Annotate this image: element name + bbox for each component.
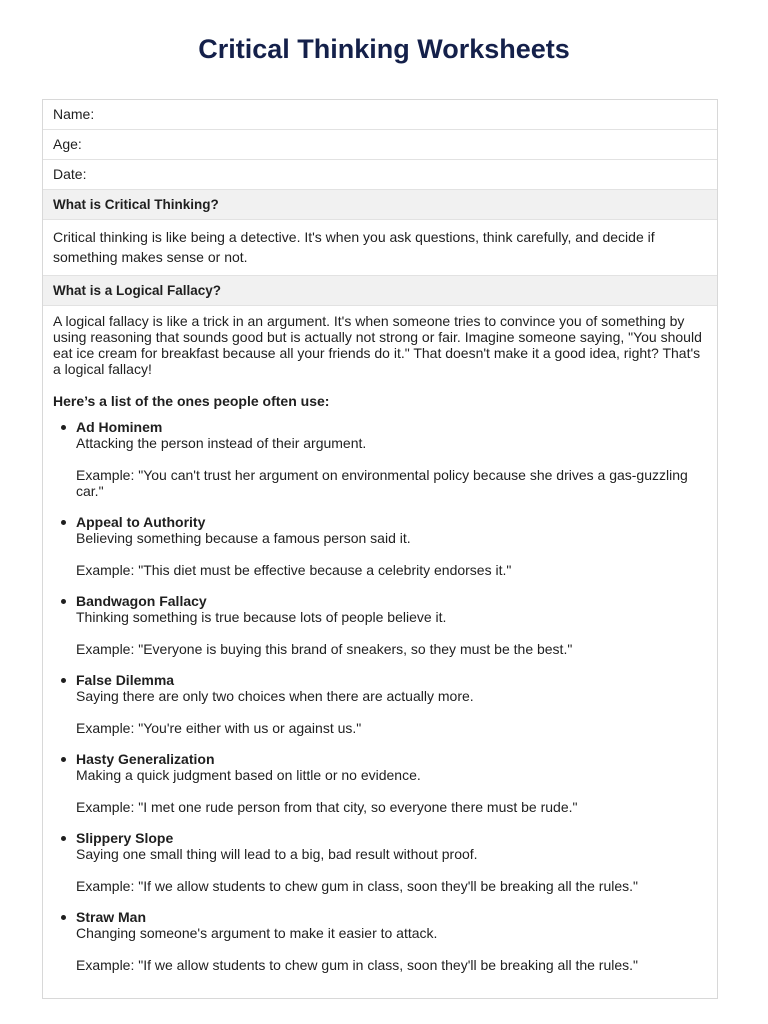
fallacy-example: Example: "If we allow students to chew gum in class, soon they'll be breaking all the rules.": [76, 957, 639, 973]
list-item: [76, 419, 707, 499]
fallacy-example: Example: "Everyone is buying this brand of sneakers, so they must be the best.": [76, 641, 573, 657]
list-item: [76, 514, 707, 578]
fallacy-name: Straw Man: [76, 909, 147, 925]
page-title: Critical Thinking Worksheets: [198, 34, 570, 64]
list-item: [76, 672, 707, 736]
critical-thinking-text: Critical thinking is like being a detective. It's when you ask questions, think carefully, and decide if something makes sense or not.: [43, 220, 717, 276]
fallacy-description: Changing someone's argument to make it easier to attack.: [76, 925, 438, 941]
fallacy-description: Making a quick judgment based on little or no evidence.: [76, 767, 421, 783]
list-item: [76, 909, 707, 973]
fallacy-description: Attacking the person instead of their argument.: [76, 435, 367, 451]
logical-fallacy-text: A logical fallacy is like a trick in an argument. It's when someone tries to convince you of something by using reasoning that sounds good but is actually not strong or fair. Imagine someone saying, "You should eat ice cream for breakfast because all your friends do it." That doesn't make it a good idea, right? That's a logical fallacy!: [53, 313, 702, 377]
list-item: [76, 751, 707, 815]
age-field[interactable]: Age:: [43, 130, 717, 160]
date-field[interactable]: Date:: [43, 160, 717, 190]
worksheet-table: [42, 99, 718, 999]
fallacy-name: False Dilemma: [76, 672, 175, 688]
logical-fallacy-heading: What is a Logical Fallacy?: [43, 276, 717, 306]
fallacy-example: Example: "You're either with us or against us.": [76, 720, 362, 736]
fallacy-list: [53, 419, 707, 998]
fallacy-description: Believing something because a famous person said it.: [76, 530, 411, 546]
fallacy-list-heading: Here’s a list of the ones people often use:: [53, 393, 330, 409]
name-field[interactable]: Name:: [43, 100, 717, 130]
list-item: [76, 593, 707, 657]
fallacy-name: Appeal to Authority: [76, 514, 206, 530]
logical-fallacy-section: [43, 306, 717, 998]
list-item: [76, 830, 707, 894]
fallacy-description: Thinking something is true because lots of people believe it.: [76, 609, 447, 625]
fallacy-example: Example: "You can't trust her argument on environmental policy because she drives a gas-guzzling car.": [76, 467, 688, 499]
fallacy-name: Slippery Slope: [76, 830, 174, 846]
fallacy-description: Saying one small thing will lead to a big, bad result without proof.: [76, 846, 478, 862]
fallacy-description: Saying there are only two choices when there are actually more.: [76, 688, 474, 704]
fallacy-example: Example: "If we allow students to chew gum in class, soon they'll be breaking all the rules.": [76, 878, 639, 894]
fallacy-example: Example: "I met one rude person from that city, so everyone there must be rude.": [76, 799, 578, 815]
fallacy-name: Bandwagon Fallacy: [76, 593, 207, 609]
fallacy-name: Hasty Generalization: [76, 751, 215, 767]
fallacy-name: Ad Hominem: [76, 419, 163, 435]
fallacy-example: Example: "This diet must be effective because a celebrity endorses it.": [76, 562, 512, 578]
critical-thinking-heading: What is Critical Thinking?: [43, 190, 717, 220]
